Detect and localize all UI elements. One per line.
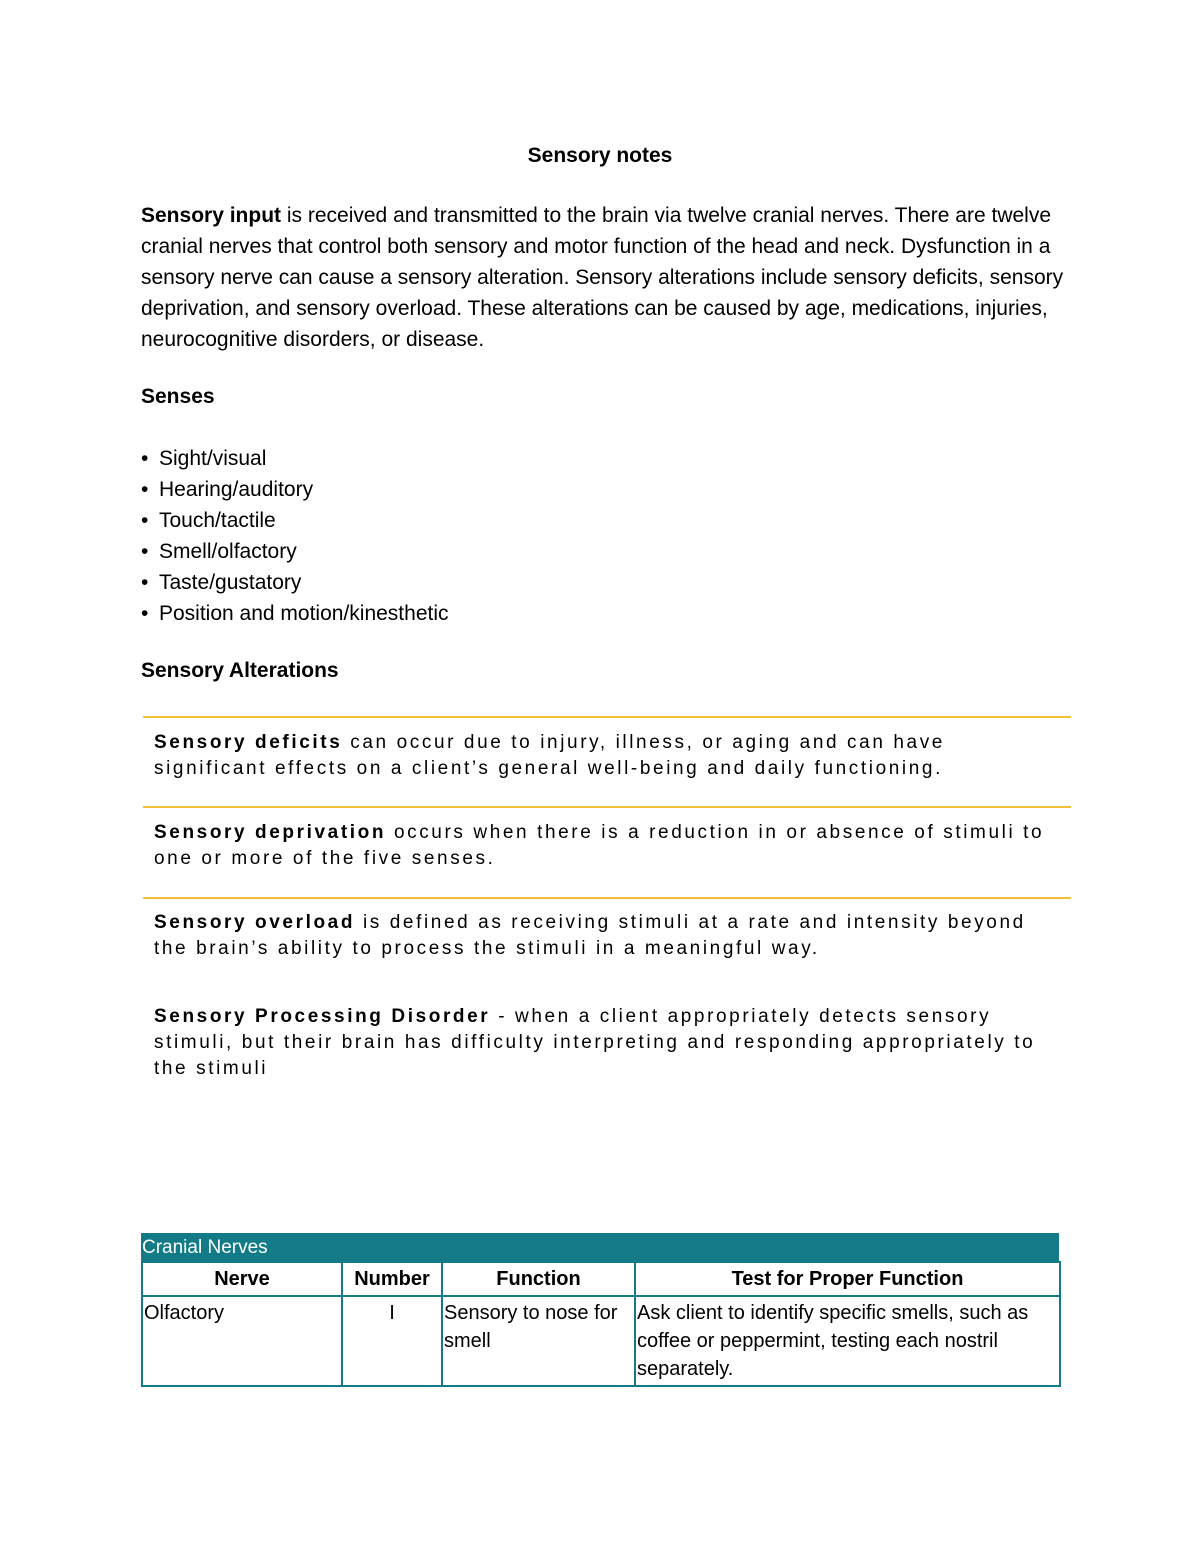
list-item: [141, 567, 449, 598]
cell-number: I: [342, 1296, 442, 1386]
alteration-term: Sensory deficits: [154, 732, 343, 753]
alteration-sensory-processing-disorder: [154, 1004, 1059, 1082]
sense-label: Hearing/auditory: [159, 478, 314, 501]
intro-text: is received and transmitted to the brain via twelve cranial nerves. There are twelve cranial nerves that control both sensory and motor function of the head and neck. Dysfunction in a sensory nerve can cause a sensory alteration. Sensory alterations include sensory deficits, sensory deprivation, and sensory overload. These alterations can be caused by age, medications, injuries, neurocognitive disorders, or disease.: [141, 204, 1064, 351]
column-header: Nerve: [142, 1262, 342, 1296]
alteration-text: - when a client appropriately detects sensory stimuli, but their brain has difficulty interpreting and responding appropriately to the stimuli: [154, 1006, 1036, 1079]
cranial-nerves-table-wrap: [141, 1233, 1059, 1387]
cell-nerve: Olfactory: [142, 1296, 342, 1386]
alteration-term: Sensory Processing Disorder: [154, 1006, 491, 1027]
divider: [143, 806, 1071, 808]
sense-label: Smell/olfactory: [159, 540, 297, 563]
list-item: [141, 505, 449, 536]
alteration-text: occurs when there is a reduction in or absence of stimuli to one or more of the five senses.: [154, 822, 1045, 869]
sense-label: Position and motion/kinesthetic: [159, 602, 449, 625]
divider: [143, 897, 1071, 899]
bullet-icon: •: [141, 571, 149, 594]
column-header: Test for Proper Function: [635, 1262, 1060, 1296]
sense-label: Taste/gustatory: [159, 571, 302, 594]
senses-heading: Senses: [141, 385, 215, 408]
bullet-icon: •: [141, 602, 149, 625]
alteration-sensory-overload: [154, 910, 1059, 962]
sense-label: Touch/tactile: [159, 509, 276, 532]
intro-paragraph: [141, 200, 1071, 355]
bullet-icon: •: [141, 509, 149, 532]
alteration-text: can occur due to injury, illness, or aging and can have significant effects on a client’s general well-being and daily functioning.: [154, 732, 945, 779]
alteration-term: Sensory deprivation: [154, 822, 387, 843]
cell-function: Sensory to nose for smell: [442, 1296, 635, 1386]
column-header: Number: [342, 1262, 442, 1296]
alteration-sensory-deficits: [154, 730, 1059, 782]
list-item: [141, 474, 449, 505]
senses-list: [141, 443, 449, 629]
alteration-term: Sensory overload: [154, 912, 356, 933]
table-row: [142, 1296, 1060, 1386]
alteration-sensory-deprivation: [154, 820, 1059, 872]
bullet-icon: •: [141, 540, 149, 563]
page-title: Sensory notes: [527, 144, 673, 167]
alterations-heading: Sensory Alterations: [141, 659, 339, 682]
list-item: [141, 536, 449, 567]
cranial-nerves-table: [141, 1261, 1061, 1387]
list-item: [141, 598, 449, 629]
column-header: Function: [442, 1262, 635, 1296]
bullet-icon: •: [141, 447, 149, 470]
cell-test: Ask client to identify specific smells, such as coffee or peppermint, testing each nostril separately.: [635, 1296, 1060, 1386]
table-header-row: [142, 1262, 1060, 1296]
list-item: [141, 443, 449, 474]
divider: [143, 716, 1071, 718]
alteration-text: is defined as receiving stimuli at a rate and intensity beyond the brain’s ability to process the stimuli in a meaningful way.: [154, 912, 1026, 959]
sense-label: Sight/visual: [159, 447, 267, 470]
table-caption: Cranial Nerves: [141, 1233, 1059, 1261]
bullet-icon: •: [141, 478, 149, 501]
intro-lead-term: Sensory input: [141, 204, 282, 227]
